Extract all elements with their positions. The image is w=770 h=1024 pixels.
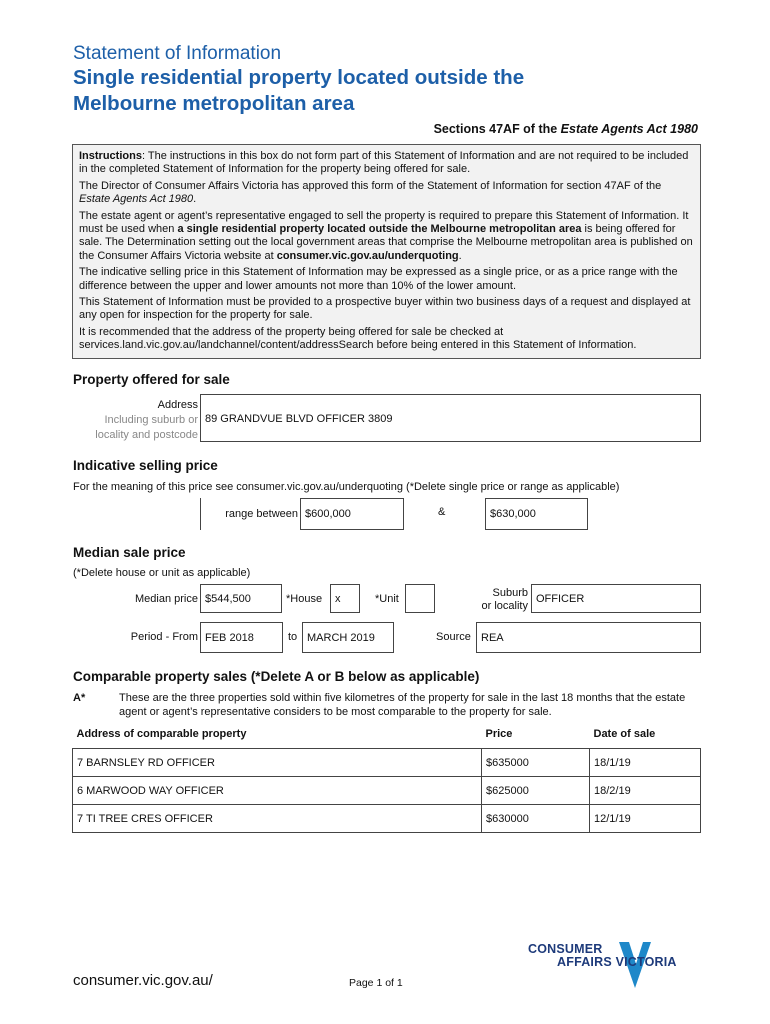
- period-to-field[interactable]: MARCH 2019: [302, 622, 394, 653]
- range-label: range between: [225, 508, 298, 520]
- sections-prefix: Sections 47AF of the: [433, 122, 561, 136]
- instructions-p3-a: The estate agent or agent’s representative engaged to sell the property is required to prepare this Statement of Information. It must be used when: [79, 209, 689, 236]
- instructions-p3-bold: a single residential property located outside the Melbourne metropolitan area: [177, 223, 582, 236]
- main-title-line2: Melbourne metropolitan area: [73, 92, 355, 115]
- row-date[interactable]: 18/1/19: [590, 749, 701, 777]
- logo-line2: [557, 956, 677, 969]
- footer-website[interactable]: consumer.vic.gov.au/: [73, 972, 213, 989]
- locality-label: or locality: [481, 600, 528, 612]
- price-high-field[interactable]: $630,000: [485, 498, 588, 530]
- comparable-table: [72, 722, 701, 833]
- property-heading: Property offered for sale: [73, 372, 230, 387]
- comparable-heading: Comparable property sales (*Delete A or B below as applicable): [73, 669, 480, 684]
- instructions-p6: It is recommended that the address of the property being offered for sale be checked at services.land.vic.gov.au/landchannel/content/addressSearch before being entered in this Statement of Information.: [79, 325, 637, 352]
- range-ampersand: &: [438, 506, 446, 518]
- sections-act: Estate Agents Act 1980: [560, 122, 698, 136]
- instructions-p3-end: .: [458, 249, 462, 262]
- col-address: Address of comparable property: [73, 722, 482, 749]
- address-field[interactable]: 89 GRANDVUE BLVD OFFICER 3809: [200, 394, 701, 442]
- main-title: [73, 65, 693, 117]
- median-price-field[interactable]: $544,500: [200, 584, 282, 613]
- indicative-heading: Indicative selling price: [73, 458, 218, 473]
- form-title: Statement of Information: [73, 43, 282, 64]
- row-date[interactable]: 18/2/19: [590, 777, 701, 805]
- period-from-label: Period - From: [130, 631, 198, 643]
- indicative-note: For the meaning of this price see consumer.vic.gov.au/underquoting (*Delete single price or range as applicable): [73, 481, 620, 493]
- cav-logo: [527, 942, 703, 988]
- instructions-p3-b: is being offered for sale. The Determination setting out the local government areas that comprise the Melbourne metropolitan area is published on the Consumer Affairs Victoria website at: [79, 223, 693, 262]
- instructions-p4: The indicative selling price in this Statement of Information may be expressed as a single price, or as a price range with the difference between the upper and lower amounts not more than 10% of the lower amount.: [79, 266, 678, 292]
- main-title-line1: Single residential property located outside the: [73, 66, 525, 89]
- address-sublabel-2: locality and postcode: [95, 429, 198, 441]
- period-to-label: to: [288, 631, 298, 643]
- row-price[interactable]: $635000: [482, 749, 590, 777]
- unit-checkbox[interactable]: [405, 584, 435, 613]
- page-number: Page 1 of 1: [349, 977, 403, 989]
- row-price[interactable]: $625000: [482, 777, 590, 805]
- logo-victoria: VICTORIA: [615, 955, 677, 969]
- row-date[interactable]: 12/1/19: [590, 805, 701, 833]
- table-row: [73, 805, 701, 833]
- table-row: [73, 777, 701, 805]
- table-header-row: [73, 722, 701, 749]
- logo-line1: CONSUMER: [528, 942, 603, 956]
- table-row: [73, 749, 701, 777]
- sections-reference: [434, 122, 698, 136]
- option-a-text: These are the three properties sold within five kilometres of the property for sale in the last 18 months that the estate agent or agent’s representative considers to be most comparable to the property for sale.: [119, 692, 686, 718]
- instructions-p2: [79, 180, 693, 207]
- suburb-label-group: [470, 587, 528, 613]
- instructions-heading: Instructions: [79, 150, 142, 162]
- underquoting-link[interactable]: consumer.vic.gov.au/underquoting: [276, 249, 459, 262]
- unit-label: *Unit: [375, 593, 399, 605]
- row-address[interactable]: 7 BARNSLEY RD OFFICER: [73, 749, 482, 777]
- row-address[interactable]: 6 MARWOOD WAY OFFICER: [73, 777, 482, 805]
- price-low-field[interactable]: $600,000: [300, 498, 404, 530]
- instructions-box: [72, 144, 701, 359]
- instructions-p1-text: : The instructions in this box do not form part of this Statement of Information and are not required to be included in the completed Statement of Information for the property being offered for sale.: [79, 150, 689, 176]
- option-a-label: A*: [73, 692, 86, 704]
- median-note: (*Delete house or unit as applicable): [73, 567, 251, 579]
- period-from-field[interactable]: FEB 2018: [200, 622, 283, 653]
- col-price: Price: [482, 722, 590, 749]
- source-label: Source: [436, 631, 471, 643]
- row-price[interactable]: $630000: [482, 805, 590, 833]
- address-label-group: [80, 398, 198, 443]
- source-field[interactable]: REA: [476, 622, 701, 653]
- suburb-label: Suburb: [492, 587, 528, 599]
- instructions-p2-end: .: [193, 193, 197, 206]
- median-price-label: Median price: [135, 593, 198, 605]
- median-heading: Median sale price: [73, 545, 186, 560]
- address-sublabel-1: Including suburb or: [104, 414, 198, 426]
- house-label: *House: [286, 593, 323, 605]
- instructions-p2-act: Estate Agents Act 1980: [79, 193, 194, 206]
- logo-affairs: AFFAIRS: [557, 955, 612, 969]
- instructions-p1: [79, 150, 693, 177]
- instructions-p2-text: The Director of Consumer Affairs Victoria has approved this form of the Statement of Information for section 47AF of the: [79, 179, 662, 192]
- house-checkbox[interactable]: x: [330, 584, 360, 613]
- col-date: Date of sale: [590, 722, 701, 749]
- row-address[interactable]: 7 TI TREE CRES OFFICER: [73, 805, 482, 833]
- instructions-p3: [79, 210, 693, 264]
- address-label: Address: [157, 399, 198, 411]
- instructions-p5: This Statement of Information must be provided to a prospective buyer within two business days of a request and displayed at any open for inspection for the property for sale.: [79, 296, 691, 322]
- suburb-field[interactable]: OFFICER: [531, 584, 701, 613]
